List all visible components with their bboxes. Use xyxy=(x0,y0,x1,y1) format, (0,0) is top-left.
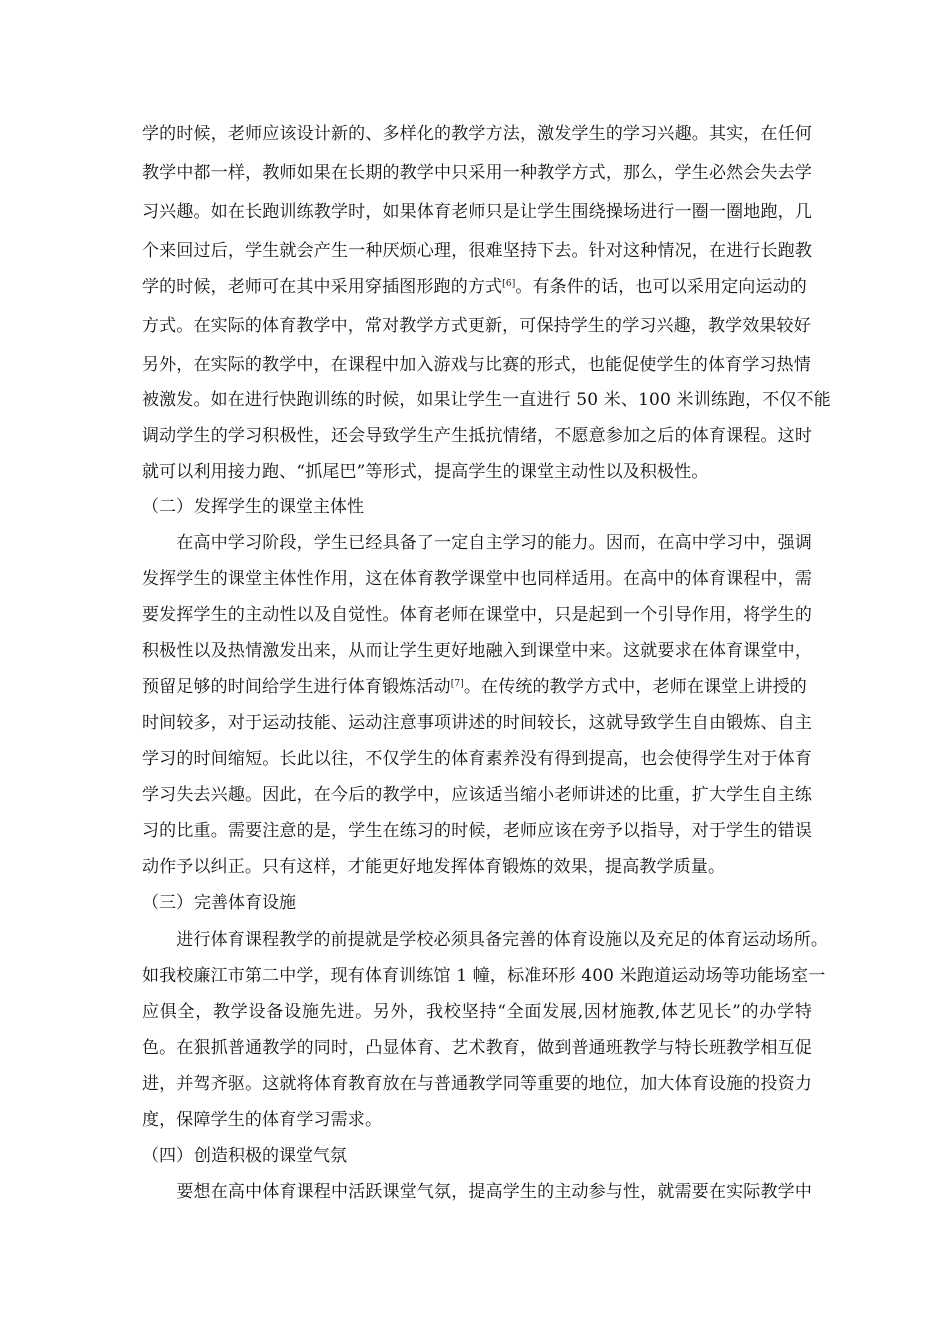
body-line: 方式。在实际的体育教学中，常对教学方式更新，可保持学生的学习兴趣，教学效果较好 xyxy=(142,316,811,336)
body-line: 就可以利用接力跑、“抓尾巴”等形式，提高学生的课堂主动性以及积极性。 xyxy=(142,462,709,482)
citation-ref: [7] xyxy=(450,679,464,689)
section-heading xyxy=(142,489,364,525)
body-line: 进行体育课程教学的前提就是学校必须具备完善的体育设施以及充足的体育运动场所。 xyxy=(142,930,828,950)
body-text: 。有条件的话，也可以采用定向运动的 xyxy=(515,277,807,297)
body-text: 预留足够的时间给学生进行体育锻炼活动 xyxy=(142,677,451,697)
body-line: 在高中学习阶段，学生已经具备了一定自主学习的能力。因而，在高中学习中，强调 xyxy=(142,533,812,553)
body-line: 被激发。如在进行快跑训练的时候，如果让学生一直进行 50 米、100 米训练跑，不仅不能 xyxy=(142,390,831,410)
body-line xyxy=(142,669,812,705)
body-line: 另外，在实际的教学中，在课程中加入游戏与比赛的形式，也能促使学生的体育学习热情 xyxy=(142,355,811,375)
body-line xyxy=(142,269,812,305)
body-line: 习兴趣。如在长跑训练教学时，如果体育老师只是让学生围绕操场进行一圈一圈地跑，几 xyxy=(142,202,812,222)
body-line: 色。在狠抓普通教学的同时，凸显体育、艺术教育，做到普通班教学与特长班教学相互促 xyxy=(142,1038,812,1058)
body-line: 调动学生的学习积极性，还会导致学生产生抵抗情绪，不愿意参加之后的体育课程。这时 xyxy=(142,426,812,446)
body-line: 个来回过后，学生就会产生一种厌烦心理，很难坚持下去。针对这种情况，在进行长跑教 xyxy=(142,241,812,261)
body-line: 教学中都一样，教师如果在长期的教学中只采用一种教学方式，那么，学生必然会失去学 xyxy=(142,163,812,183)
body-line: 发挥学生的课堂主体性作用，这在体育教学课堂中也同样适用。在高中的体育课程中，需 xyxy=(142,569,812,589)
body-line: 进，并驾齐驱。这就将体育教育放在与普通教学同等重要的地位，加大体育设施的投资力 xyxy=(142,1074,812,1094)
body-line: 学习失去兴趣。因此，在今后的教学中，应该适当缩小老师讲述的比重，扩大学生自主练 xyxy=(142,785,812,805)
body-line: 要想在高中体育课程中活跃课堂气氛，提高学生的主动参与性，就需要在实际教学中 xyxy=(142,1182,812,1202)
section-title: 完善体育设施 xyxy=(194,893,296,913)
body-line: 要发挥学生的主动性以及自觉性。体育老师在课堂中，只是起到一个引导作用，将学生的 xyxy=(142,605,812,625)
body-line: 学习的时间缩短。长此以往，不仅学生的体育素养没有得到提高，也会使得学生对于体育 xyxy=(142,749,812,769)
body-line: 习的比重。需要注意的是，学生在练习的时候，老师应该在旁予以指导，对于学生的错误 xyxy=(142,821,812,841)
section-number: （三） xyxy=(142,893,193,913)
section-heading xyxy=(142,1138,347,1174)
section-number: （四） xyxy=(142,1146,193,1166)
body-text: 学的时候，老师可在其中采用穿插图形跑的方式 xyxy=(142,277,503,297)
section-heading xyxy=(142,885,296,921)
citation-ref: [6] xyxy=(502,279,516,289)
body-line: 积极性以及热情激发出来，从而让学生更好地融入到课堂中来。这就要求在体育课堂中， xyxy=(142,641,812,661)
body-line: 学的时候，老师应该设计新的、多样化的教学方法，激发学生的学习兴趣。其实，在任何 xyxy=(142,124,812,144)
section-title: 发挥学生的课堂主体性 xyxy=(194,497,364,517)
body-line: 如我校廉江市第二中学，现有体育训练馆 1 幢，标准环形 400 米跑道运动场等功能场室一 xyxy=(142,966,826,986)
section-number: （二） xyxy=(142,497,193,517)
body-line: 应俱全，教学设备设施先进。另外，我校坚持“全面发展,因材施教,体艺见长”的办学特 xyxy=(142,1002,812,1022)
body-line: 度，保障学生的体育学习需求。 xyxy=(142,1110,383,1130)
body-text: 。在传统的教学方式中，老师在课堂上讲授的 xyxy=(463,677,807,697)
body-line: 动作予以纠正。只有这样，才能更好地发挥体育锻炼的效果，提高教学质量。 xyxy=(142,857,726,877)
body-line: 时间较多，对于运动技能、运动注意事项讲述的时间较长，这就导致学生自由锻炼、自主 xyxy=(142,713,812,733)
section-title: 创造积极的课堂气氛 xyxy=(194,1146,347,1166)
